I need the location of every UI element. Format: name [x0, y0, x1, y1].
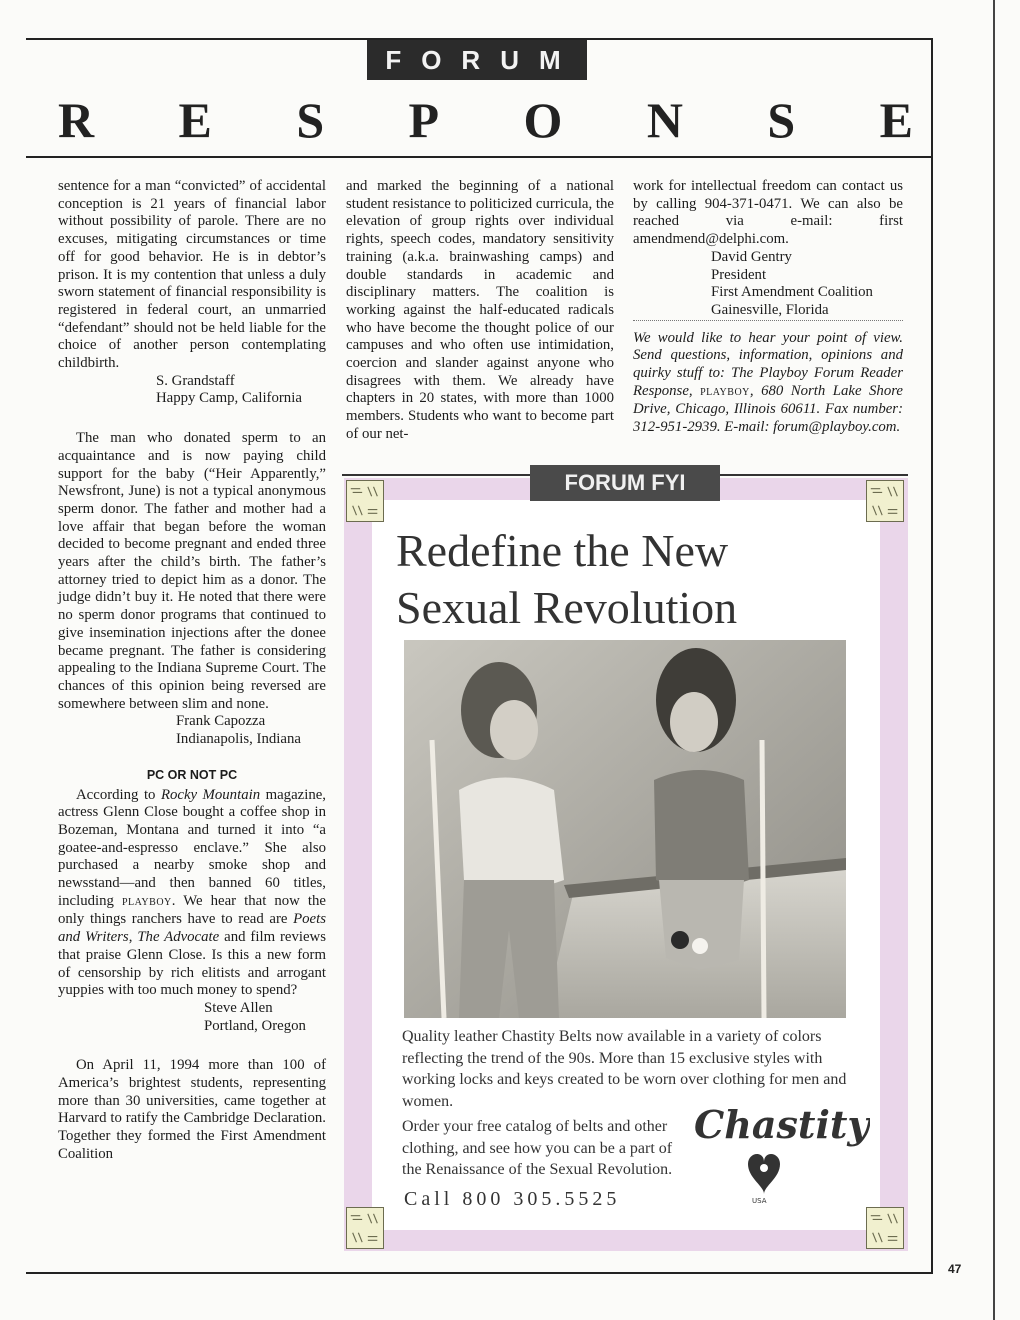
corner-ornament-icon: [346, 480, 384, 522]
letter-signature-place: Gainesville, Florida: [711, 301, 829, 318]
forum-section-label: FORUM: [367, 40, 587, 80]
letter-body: The man who donated sperm to an acquaintance and is now paying child support for the baby (“Heir Apparently,” Newsfront, June) is not a typical anonymous sperm donor. The father and mother had a love affair that began before the woman decided to become pregnant and ended three years after the child’s birth. The father’s attorney tried to depict him as a donor. The judge didn’t buy it. He noted that there were no sperm donor programs that continued to give insemination injections after the donee became pregnant. The father is considering appealing to the Indiana Supreme Court. The chances of this opinion being reversed are somewhere between slim and none.: [58, 430, 326, 712]
title-letter: O: [523, 92, 563, 148]
letter-body: work for intellectual freedom can contact us by calling 904-371-0471. We can also be reached via e-mail: first amendmend@delphi.com.: [633, 178, 903, 248]
title-letter: S: [296, 92, 325, 148]
svg-text:Chastity: Chastity: [694, 1102, 870, 1147]
corner-ornament-icon: [346, 1207, 384, 1249]
title-letter: E: [178, 92, 212, 148]
page-number: 47: [948, 1262, 962, 1276]
column-1: [58, 178, 326, 1164]
corner-ornament-icon: [866, 1207, 904, 1249]
letter-body: and marked the beginning of a national student resistance to politicized curricula, the elevation of group rights over individual rights, speech codes, mandatory sensitivity training (a.k.a. brainwashing camps) and double standards in academic and disciplinary matters. The coalition is working against the half-educated radicals who have become the thought police of our campuses and who often use intimidation, coercion and slander against anyone who disagrees with them. We already have chapters in 20 states, with more than 1000 members. Students who want to become part of our net-: [346, 178, 614, 442]
ad-phone: Call 800 305.5525: [404, 1188, 621, 1210]
corner-ornament-icon: [866, 480, 904, 522]
ad-headline-line: Redefine the New: [396, 525, 729, 576]
letter-signature-place: Portland, Oregon: [204, 1017, 306, 1034]
ad-headline: [396, 522, 856, 636]
letter-signature-name: Steve Allen: [204, 999, 273, 1016]
letter-body: sentence for a man “convicted” of accidental conception is 21 years of financial labor without possibility of parole. There are no excuses, mitigating circumstances or time off for good behavior. He is in debtor’s prison. It is my contention that unless a duly sworn statement of financial responsibility is registered in federal court, an unmarried “defendant” should not be held liable for the choice of another person contemplating childbirth.: [58, 178, 326, 372]
ad-body-text: Order your free catalog of belts and other clothing, and see how you can be a part of the Renaissance of the Sexual Revolution.: [402, 1118, 673, 1178]
subhead: PC OR NOT PC: [146, 767, 238, 782]
letter-signature-place: Indianapolis, Indiana: [176, 731, 301, 748]
column-3: [633, 178, 903, 437]
ad-body-text: Quality leather Chastity Belts now available in a variety of colors reflecting the trend of the 90s. More than 15 exclusive styles with working locks and keys created to be worn over clothing for men and women.: [402, 1028, 847, 1110]
ad-headline-line: Sexual Revolution: [396, 582, 738, 633]
letter-signature-name: Frank Capozza: [176, 713, 266, 730]
editor-note: We would like to hear your point of view. Send questions, information, opinions and quirky stuff to: The Playboy Forum Reader Response, PLAYBOY, 680 North Lake Shore Drive, Chicago, Illinois 60611. Fax number: 312-951-2939. E-mail: forum@playboy.com.: [633, 320, 903, 437]
page-edge-line: [993, 0, 995, 1320]
letter-signature-name: S. Grandstaff: [156, 372, 235, 389]
ad-photo: [404, 640, 846, 1018]
heart-lock-icon: [748, 1154, 780, 1194]
forum-fyi-label: FORUM FYI: [530, 465, 720, 501]
title-letter: N: [646, 92, 683, 148]
letter-signature-name: David Gentry: [711, 248, 792, 265]
response-title: [58, 88, 913, 152]
column-2: [346, 178, 614, 444]
letter-signature-place: Happy Camp, California: [156, 390, 302, 407]
chastity-logo: [690, 1094, 870, 1204]
letter-body: According to Rocky Mountain magazine, actress Glenn Close bought a coffee shop in Bozeman, Montana and turned it into “a goatee-and-espresso enclave.” She also purchased a nearby smoke shop and newsstand—and then banned 60 titles, including PLAYBOY. We hear that now the only things ranchers have to read are Poets and Writers, The Advocate and film reviews that praise Glenn Close. Is this a new form of censorship by rich elitists and arrogant yuppies with too much money to spend?: [58, 786, 327, 999]
svg-text:USA: USA: [752, 1197, 767, 1204]
title-letter: P: [408, 92, 440, 148]
letter-body: On April 11, 1994 more than 100 of America’s brightest students, representing more than 30 universities, came together at Harvard to ratify the Cambridge Declaration. Together they formed the First Amendment Coalition: [58, 1057, 326, 1162]
title-letter: S: [767, 92, 796, 148]
letter-signature-title: President: [711, 266, 767, 283]
title-letter: E: [879, 92, 913, 148]
title-rule: [26, 156, 933, 158]
title-letter: R: [58, 92, 95, 148]
letter-signature-org: First Amendment Coalition: [711, 284, 873, 301]
